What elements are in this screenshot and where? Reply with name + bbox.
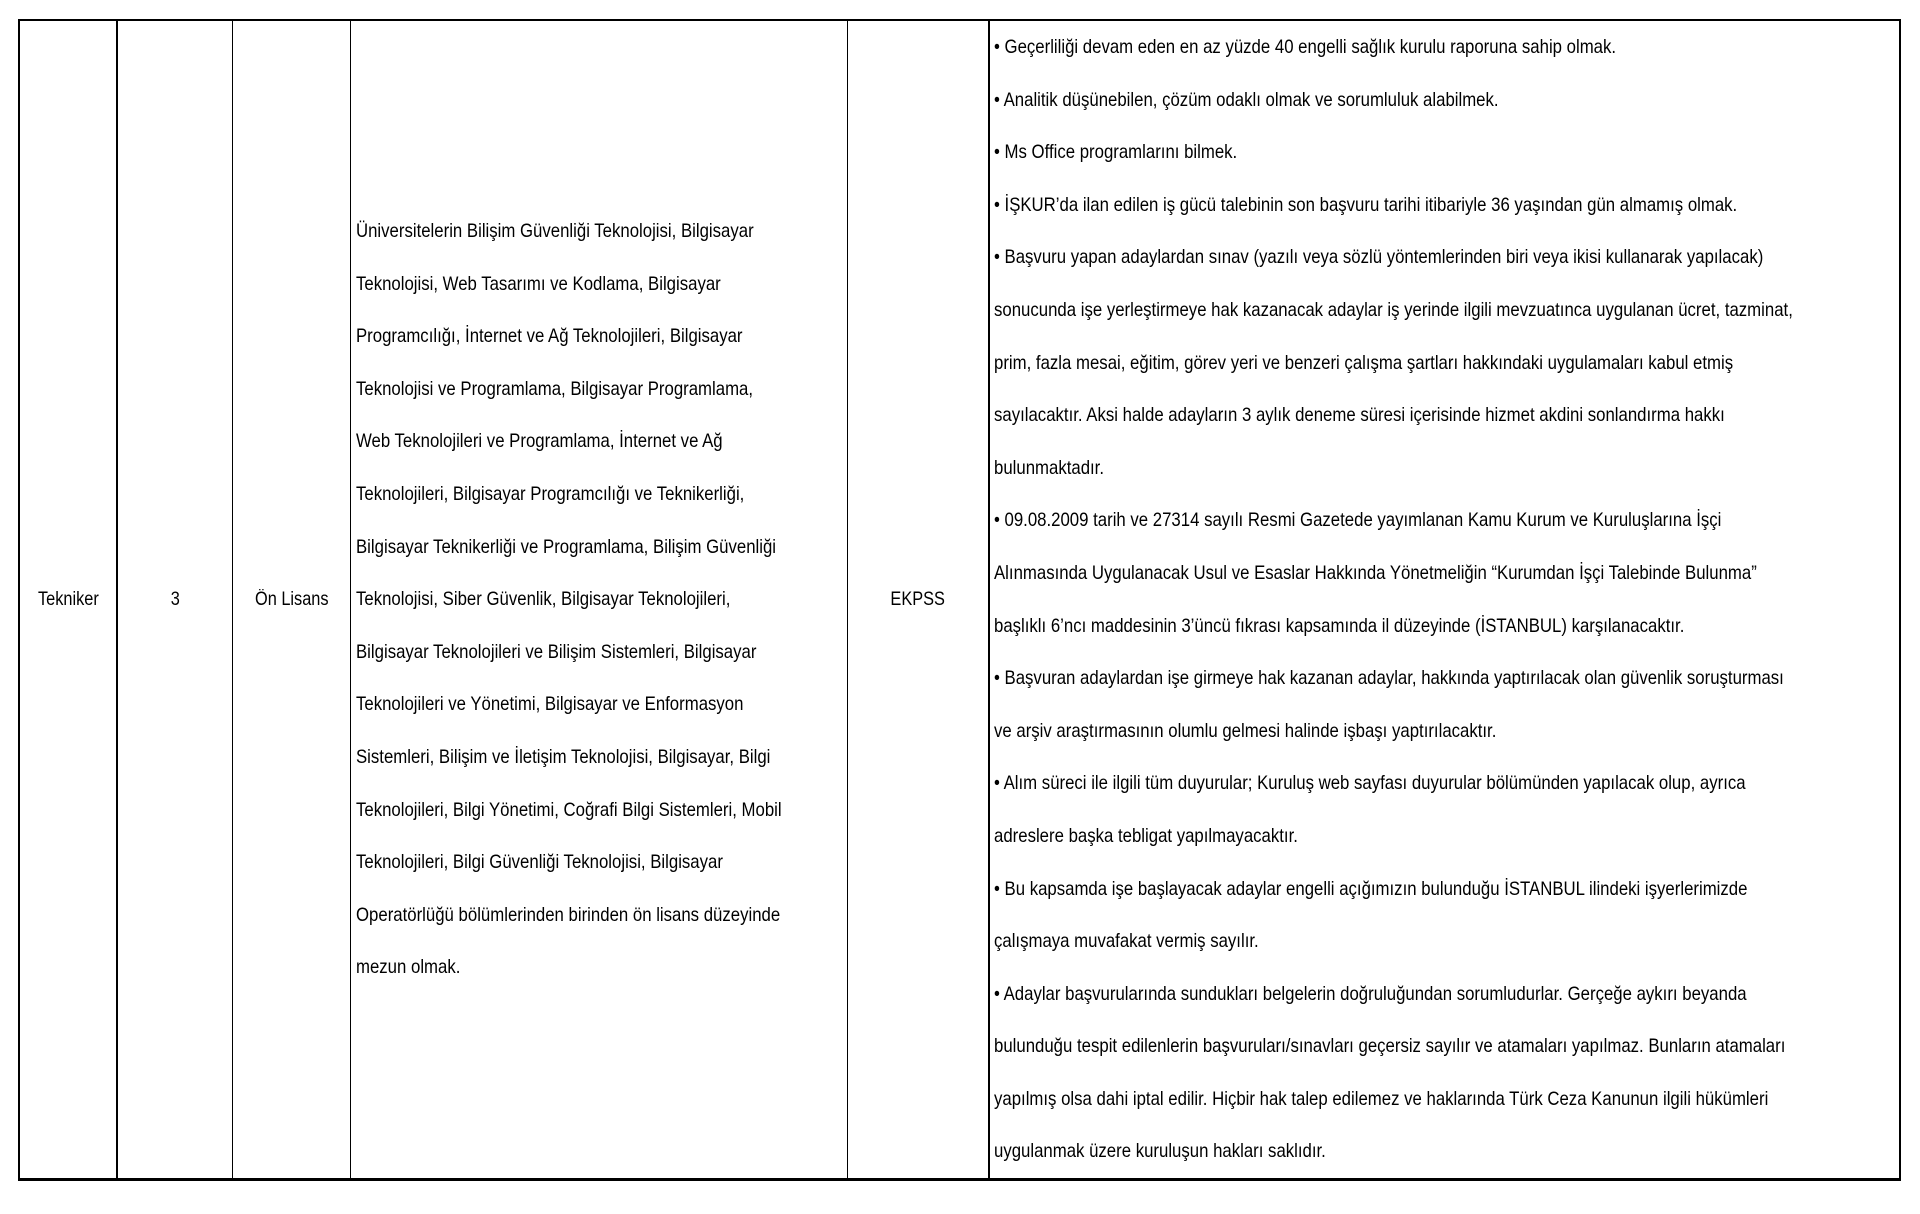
requirement-line: Alınmasında Uygulanacak Usul ve Esaslar Hakkında Yönetmeliğin “Kurumdan İşçi Talebinde Bulunma”	[994, 561, 1757, 584]
requirement-line: çalışmaya muvafakat vermiş sayılır.	[994, 930, 1259, 953]
requirement-line: • Başvuru yapan adaylardan sınav (yazılı veya sözlü yöntemlerinden biri veya ikisi kullanarak yapılacak)	[994, 246, 1764, 269]
departments-cell	[351, 20, 848, 1180]
requirement-line: • Alım süreci ile ilgili tüm duyurular; Kuruluş web sayfası duyurular bölümünden yapılacak olup, ayrıca	[994, 772, 1746, 795]
requirements-cell	[989, 20, 1900, 1180]
requirement-line: • Analitik düşünebilen, çözüm odaklı olmak ve sorumluluk alabilmek.	[994, 88, 1499, 111]
requirement-line: • 09.08.2009 tarih ve 27314 sayılı Resmi Gazetede yayımlanan Kamu Kurum ve Kuruluşlarına İşçi	[994, 509, 1722, 532]
department-line: Bilgisayar Teknolojileri ve Bilişim Sistemleri, Bilgisayar	[356, 640, 757, 663]
requirement-line: ve arşiv araştırmasının olumlu gelmesi halinde işbaşı yaptırılacaktır.	[994, 719, 1497, 742]
department-line: Teknolojileri, Bilgi Güvenliği Teknolojisi, Bilgisayar	[356, 851, 723, 874]
departments-text	[351, 205, 847, 994]
requirement-line: adreslere başka tebligat yapılmayacaktır.	[994, 824, 1298, 847]
requirement-line: bulunduğu tespit edilenlerin başvuruları/sınavları geçersiz sayılır ve atamaları yapılmaz. Bunların atamaları	[994, 1035, 1786, 1058]
education-level-cell	[233, 20, 351, 1180]
education-level: Ön Lisans	[254, 588, 329, 610]
requirement-line: yapılmış olsa dahi iptal edilir. Hiçbir hak talep edilemez ve haklarında Türk Ceza Kanunun ilgili hükümleri	[994, 1087, 1769, 1110]
requirement-line: • Geçerliliği devam eden en az yüzde 40 engelli sağlık kurulu raporuna sahip olmak.	[994, 36, 1617, 58]
department-line: Web Teknolojileri ve Programlama, İnternet ve Ağ	[356, 430, 723, 453]
requirements-list	[990, 21, 1899, 1178]
department-line: Teknolojisi ve Programlama, Bilgisayar Programlama,	[356, 377, 754, 400]
requirement-line: • İŞKUR’da ilan edilen iş gücü talebinin son başvuru tarihi itibariyle 36 yaşından gün almamış olmak.	[994, 193, 1738, 216]
position-title: Tekniker	[37, 588, 99, 610]
requirement-line: bulunmaktadır.	[994, 456, 1105, 479]
department-line: Bilgisayar Teknikerliği ve Programlama, Bilişim Güvenliği	[356, 535, 777, 558]
department-line: Teknolojisi, Siber Güvenlik, Bilgisayar Teknolojileri,	[356, 588, 731, 611]
job-requirements-table	[18, 19, 1901, 1181]
requirement-line: sayılacaktır. Aksi halde adayların 3 aylık deneme süresi içerisinde hizmet akdini sonlandırma hakkı	[994, 404, 1725, 427]
requirement-line: sonucunda işe yerleştirmeye hak kazanacak adaylar iş yerinde ilgili mevzuatınca uygulanan ücret, tazminat,	[994, 298, 1793, 321]
department-line: Programcılığı, İnternet ve Ağ Teknolojileri, Bilgisayar	[356, 325, 743, 348]
requirement-line: prim, fazla mesai, eğitim, görev yeri ve benzeri çalışma şartları hakkındaki uygulamaları kabul etmiş	[994, 351, 1734, 374]
requirement-line: • Başvuran adaylardan işe girmeye hak kazanan adaylar, hakkında yaptırılacak olan güvenlik soruşturması	[994, 667, 1784, 690]
requirement-line: • Ms Office programlarını bilmek.	[994, 141, 1238, 164]
requirement-line: • Adaylar başvurularında sundukları belgelerin doğruluğundan sorumludurlar. Gerçeğe aykırı beyanda	[994, 982, 1747, 1005]
department-line: Teknolojisi, Web Tasarımı ve Kodlama, Bilgisayar	[356, 272, 721, 295]
requirement-line: başlıklı 6’ncı maddesinin 3’üncü fıkrası kapsamında il düzeyinde (İSTANBUL) karşılanacaktır.	[994, 614, 1685, 637]
department-line: Üniversitelerin Bilişim Güvenliği Teknolojisi, Bilgisayar	[356, 220, 754, 243]
count-cell	[117, 20, 233, 1180]
position-cell	[19, 20, 117, 1180]
exam-type: EKPSS	[890, 588, 946, 610]
department-line: Sistemleri, Bilişim ve İletişim Teknolojisi, Bilgisayar, Bilgi	[356, 746, 771, 769]
department-line: Teknolojileri, Bilgi Yönetimi, Coğrafi Bilgi Sistemleri, Mobil	[356, 798, 782, 821]
requirement-line: uygulanmak üzere kuruluşun hakları saklıdır.	[994, 1140, 1326, 1163]
requirement-line: • Bu kapsamda işe başlayacak adaylar engelli açığımızın bulunduğu İSTANBUL ilindeki işyerlerimizde	[994, 877, 1748, 900]
department-line: Operatörlüğü bölümlerinden birinden ön lisans düzeyinde	[356, 903, 781, 926]
table-row	[19, 20, 1900, 1180]
department-line: Teknolojileri, Bilgisayar Programcılığı ve Teknikerliği,	[356, 483, 745, 506]
exam-cell	[848, 20, 990, 1180]
department-line: mezun olmak.	[356, 956, 461, 979]
position-count: 3	[170, 588, 180, 610]
department-line: Teknolojileri ve Yönetimi, Bilgisayar ve Enformasyon	[356, 693, 744, 716]
